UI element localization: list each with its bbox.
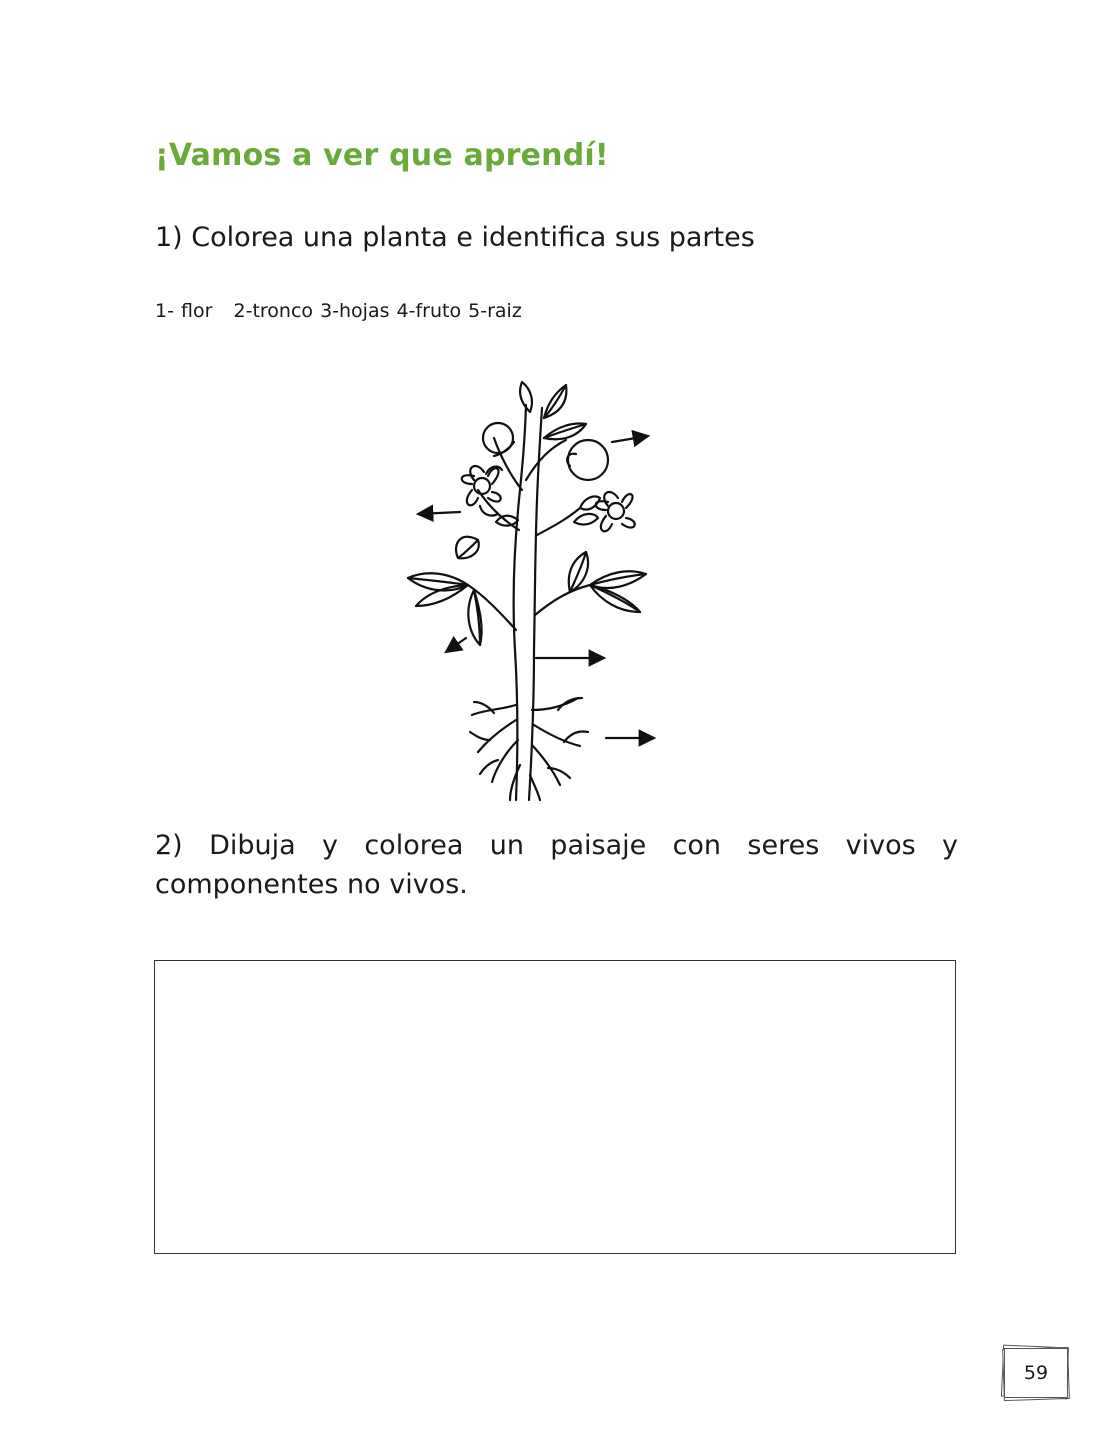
page-number: 59 — [1004, 1348, 1068, 1398]
plant-parts-legend: 1- flor 2-tronco 3-hojas 4-fruto 5-raiz — [155, 300, 522, 322]
plant-illustration — [398, 380, 668, 805]
page-number-box — [1000, 1345, 1070, 1401]
drawing-area — [154, 960, 956, 1254]
page-heading: ¡Vamos a ver que aprendí! — [155, 138, 609, 173]
question-2: 2) Dibuja y colorea un paisaje con seres vivos y componentes no vivos. — [155, 830, 958, 900]
question-1: 1) Colorea una planta e identifica sus partes — [155, 222, 755, 253]
